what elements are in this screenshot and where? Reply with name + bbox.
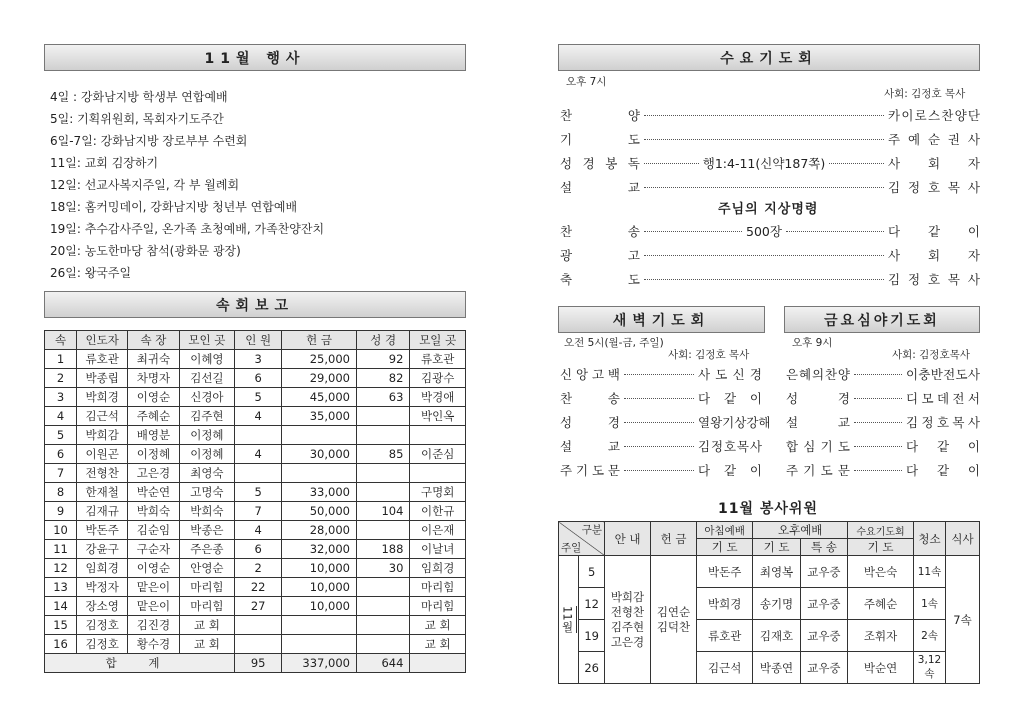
program-value: 카 이 로 스 찬 양 단 xyxy=(888,108,980,123)
table-cell: 박정자 xyxy=(77,578,128,597)
table-cell: 류호관 xyxy=(77,350,128,369)
table-cell: 박희숙 xyxy=(179,502,235,521)
leader-dots xyxy=(854,446,902,447)
program-value: 김 정 호 목 사 xyxy=(906,415,980,430)
duty-morning: 류호관 xyxy=(697,620,753,652)
program-value: 사 회 자 xyxy=(888,156,980,171)
table-cell: 배영분 xyxy=(128,426,179,445)
table-cell: 김재규 xyxy=(77,502,128,521)
program-label: 광 고 xyxy=(560,248,640,263)
event-item: 6일-7일: 강화남지방 장로부부 수련회 xyxy=(50,134,248,148)
program-value: 다 같 이 xyxy=(906,463,980,478)
table-cell: 강윤구 xyxy=(77,540,128,559)
report-col-header: 성 경 xyxy=(356,331,409,350)
program-label: 합 심 기 도 xyxy=(786,439,850,454)
table-cell: 주혜순 xyxy=(128,407,179,426)
table-cell: 교 회 xyxy=(410,635,466,654)
table-cell: 김선길 xyxy=(179,369,235,388)
event-item: 19일: 추수감사주일, 온가족 초청예배, 가족찬양잔치 xyxy=(50,222,325,236)
duty-table xyxy=(558,521,980,684)
duty-meal: 7속 xyxy=(946,556,980,684)
total-bible: 644 xyxy=(356,654,409,673)
table-cell: 이영순 xyxy=(128,388,179,407)
table-cell: 10,000 xyxy=(282,597,357,616)
program-row xyxy=(560,413,771,431)
program-label: 찬 송 xyxy=(560,391,620,406)
table-cell: 4 xyxy=(45,407,77,426)
table-cell: 33,000 xyxy=(282,483,357,502)
dawn-title: 새벽기도회 xyxy=(558,306,765,333)
table-cell: 이정혜 xyxy=(128,445,179,464)
table-cell: 맡은이 xyxy=(128,578,179,597)
leader-dots xyxy=(854,422,902,423)
leader-dots xyxy=(854,374,902,375)
duty-title: 11월 봉사위원 xyxy=(718,501,818,517)
table-cell xyxy=(282,464,357,483)
event-item: 5일: 기획위원회, 목회자기도주간 xyxy=(50,112,224,126)
table-cell: 5 xyxy=(235,388,282,407)
table-cell: 4 xyxy=(235,407,282,426)
program-label: 설 교 xyxy=(786,415,850,430)
leader-dots xyxy=(624,446,694,447)
program-row xyxy=(786,461,980,479)
table-cell xyxy=(235,426,282,445)
table-cell: 고은경 xyxy=(128,464,179,483)
table-cell: 12 xyxy=(45,559,77,578)
program-row xyxy=(560,246,980,264)
table-cell xyxy=(356,407,409,426)
leader-dots xyxy=(829,163,884,164)
table-cell: 2 xyxy=(45,369,77,388)
leader-dots xyxy=(624,374,694,375)
report-col-header: 속 xyxy=(45,331,77,350)
table-cell xyxy=(235,464,282,483)
duty-aft-special-header: 특 송 xyxy=(800,539,847,556)
program-label: 찬 양 xyxy=(560,108,640,123)
table-row xyxy=(45,616,466,635)
table-cell: 이날녀 xyxy=(410,540,466,559)
report-col-header: 속 장 xyxy=(128,331,179,350)
program-row xyxy=(560,222,980,240)
table-cell: 한재철 xyxy=(77,483,128,502)
table-row xyxy=(45,483,466,502)
duty-aft-special: 교우중 xyxy=(800,620,847,652)
table-cell: 29,000 xyxy=(282,369,357,388)
program-row xyxy=(786,365,980,383)
program-value: 사 도 신 경 xyxy=(698,367,762,382)
total-row xyxy=(45,654,466,673)
duty-guide: 박희감 전형찬 김주현 고은경 xyxy=(605,556,651,684)
leader-dots xyxy=(624,422,694,423)
program-value: 다 같 이 xyxy=(698,391,762,406)
program-row xyxy=(560,154,980,172)
program-label: 신 앙 고 백 xyxy=(560,367,620,382)
program-value: 김 정 호 목 사 xyxy=(888,180,980,195)
table-cell: 김진경 xyxy=(128,616,179,635)
table-cell: 박희감 xyxy=(77,426,128,445)
program-detail: 500장 xyxy=(746,224,782,239)
program-row xyxy=(560,389,762,407)
report-col-header: 인 원 xyxy=(235,331,282,350)
leader-dots xyxy=(854,470,902,471)
duty-wed: 박은숙 xyxy=(848,556,914,588)
table-cell: 1 xyxy=(45,350,77,369)
table-cell: 27 xyxy=(235,597,282,616)
duty-aft-prayer: 김재호 xyxy=(753,620,800,652)
leader-dots xyxy=(644,255,884,256)
table-cell: 6 xyxy=(45,445,77,464)
table-cell: 92 xyxy=(356,350,409,369)
table-cell: 50,000 xyxy=(282,502,357,521)
table-cell: 박종립 xyxy=(77,369,128,388)
program-value: 디 모 데 전 서 xyxy=(906,391,980,406)
program-row xyxy=(560,178,980,196)
duty-morning: 김근석 xyxy=(697,652,753,684)
program-value: 다 같 이 xyxy=(906,439,980,454)
leader-dots xyxy=(786,231,884,232)
friday-title: 금요심야기도회 xyxy=(784,306,980,333)
table-cell: 13 xyxy=(45,578,77,597)
program-value: 사 회 자 xyxy=(888,248,980,263)
report-col-header: 모일 곳 xyxy=(410,331,466,350)
table-cell: 4 xyxy=(235,521,282,540)
table-cell: 14 xyxy=(45,597,77,616)
table-cell: 10 xyxy=(45,521,77,540)
table-cell: 김정호 xyxy=(77,616,128,635)
table-cell: 2 xyxy=(235,559,282,578)
table-row xyxy=(45,502,466,521)
table-cell: 김근석 xyxy=(77,407,128,426)
table-cell: 28,000 xyxy=(282,521,357,540)
program-value: 다 같 이 xyxy=(698,463,762,478)
event-item: 18일: 홈커밍데이, 강화남지방 청년부 연합예배 xyxy=(50,200,298,214)
table-cell xyxy=(356,578,409,597)
program-value: 김 정 호 목 사 xyxy=(698,439,762,454)
table-cell: 8 xyxy=(45,483,77,502)
program-row xyxy=(560,270,980,288)
table-cell: 3 xyxy=(235,350,282,369)
table-cell: 9 xyxy=(45,502,77,521)
total-offering: 337,000 xyxy=(282,654,357,673)
duty-month xyxy=(559,556,579,684)
table-cell: 104 xyxy=(356,502,409,521)
table-cell xyxy=(282,616,357,635)
table-cell: 85 xyxy=(356,445,409,464)
leader-dots xyxy=(644,279,884,280)
table-cell xyxy=(356,616,409,635)
duty-juil-label: 주일 xyxy=(561,542,582,554)
table-cell: 박인옥 xyxy=(410,407,466,426)
program-row xyxy=(786,437,980,455)
table-cell: 10,000 xyxy=(282,559,357,578)
event-item: 4일 : 강화남지방 학생부 연합예배 xyxy=(50,90,228,104)
duty-clean: 2속 xyxy=(914,620,946,652)
program-label: 주 기 도 문 xyxy=(786,463,850,478)
duty-wed: 조휘자 xyxy=(848,620,914,652)
table-cell: 맡은이 xyxy=(128,597,179,616)
table-cell: 3 xyxy=(45,388,77,407)
table-cell xyxy=(356,521,409,540)
report-col-header: 인도자 xyxy=(77,331,128,350)
program-row xyxy=(560,365,762,383)
event-item: 20일: 농도한마당 참석(광화문 광장) xyxy=(50,244,241,258)
table-cell: 마리힘 xyxy=(179,597,235,616)
duty-wed-header: 수요기도회 xyxy=(848,522,914,539)
duty-aft-prayer-header: 기 도 xyxy=(753,539,800,556)
table-cell: 7 xyxy=(45,464,77,483)
table-cell xyxy=(282,426,357,445)
report-col-header: 모인 곳 xyxy=(179,331,235,350)
duty-aft-special: 교우중 xyxy=(800,588,847,620)
table-cell: 임희경 xyxy=(77,559,128,578)
table-cell: 마리힘 xyxy=(410,597,466,616)
table-cell: 35,000 xyxy=(282,407,357,426)
table-cell: 구명회 xyxy=(410,483,466,502)
duty-offering: 김연순 김덕찬 xyxy=(651,556,697,684)
program-row xyxy=(786,389,980,407)
table-cell: 22 xyxy=(235,578,282,597)
duty-corner xyxy=(559,522,605,556)
report-header-row xyxy=(45,331,466,350)
program-label: 찬 송 xyxy=(560,224,640,239)
duty-aft-prayer: 박종연 xyxy=(753,652,800,684)
total-blank xyxy=(410,654,466,673)
table-cell: 김주현 xyxy=(179,407,235,426)
duty-clean-header: 청소 xyxy=(914,522,946,556)
table-cell: 박돈주 xyxy=(77,521,128,540)
table-cell: 이정혜 xyxy=(179,426,235,445)
friday-host: 사회: 김정호목사 xyxy=(892,349,970,361)
duty-wed: 박순연 xyxy=(848,652,914,684)
leader-dots xyxy=(644,163,699,164)
table-cell: 김광수 xyxy=(410,369,466,388)
table-cell: 30,000 xyxy=(282,445,357,464)
table-cell: 5 xyxy=(45,426,77,445)
program-label: 성 경 xyxy=(786,391,850,406)
leader-dots xyxy=(644,139,884,140)
report-title: 속회보고 xyxy=(44,291,466,318)
table-cell xyxy=(410,464,466,483)
program-row xyxy=(560,106,980,124)
table-row xyxy=(45,559,466,578)
program-label: 설 교 xyxy=(560,180,640,195)
table-cell: 신경아 xyxy=(179,388,235,407)
table-cell: 이영순 xyxy=(128,559,179,578)
program-value: 주 예 순 권 사 xyxy=(888,132,980,147)
duty-meal-header: 식사 xyxy=(946,522,980,556)
table-row xyxy=(45,578,466,597)
leader-dots xyxy=(624,398,694,399)
program-value: 이 충 반 전 도 사 xyxy=(906,367,980,382)
duty-clean: 11속 xyxy=(914,556,946,588)
table-row xyxy=(45,445,466,464)
table-cell: 김정호 xyxy=(77,635,128,654)
leader-dots xyxy=(644,231,742,232)
report-table xyxy=(44,330,466,673)
table-cell: 63 xyxy=(356,388,409,407)
table-cell: 구순자 xyxy=(128,540,179,559)
table-row xyxy=(45,464,466,483)
table-cell: 10,000 xyxy=(282,578,357,597)
table-cell: 임희경 xyxy=(410,559,466,578)
table-cell: 7 xyxy=(235,502,282,521)
leader-dots xyxy=(644,187,884,188)
duty-morning-header: 아침예배 xyxy=(697,522,753,539)
table-cell: 82 xyxy=(356,369,409,388)
total-label: 합 계 xyxy=(45,654,235,673)
table-cell xyxy=(235,616,282,635)
program-value: 다 같 이 xyxy=(888,224,980,239)
table-cell: 박경애 xyxy=(410,388,466,407)
table-cell: 이준심 xyxy=(410,445,466,464)
table-cell: 6 xyxy=(235,540,282,559)
wednesday-title: 수요기도회 xyxy=(558,44,980,71)
table-cell: 16 xyxy=(45,635,77,654)
program-label: 은 혜 의 찬 양 xyxy=(786,367,850,382)
dawn-time: 오전 5시(월-금, 주일) xyxy=(564,337,664,349)
wednesday-host: 사회: 김정호 목사 xyxy=(884,88,966,100)
duty-row xyxy=(559,556,980,588)
table-row xyxy=(45,597,466,616)
duty-month-label: 11월 xyxy=(559,606,577,632)
table-row xyxy=(45,540,466,559)
duty-morning: 박돈주 xyxy=(697,556,753,588)
table-row xyxy=(45,521,466,540)
program-label: 성 경 xyxy=(560,415,620,430)
table-cell xyxy=(356,483,409,502)
table-cell: 교 회 xyxy=(179,635,235,654)
duty-gubun-label: 구분 xyxy=(581,524,602,536)
event-item: 11일: 교회 김장하기 xyxy=(50,156,159,170)
program-value: 김 정 호 목 사 xyxy=(888,272,980,287)
table-cell: 마리힘 xyxy=(179,578,235,597)
program-row xyxy=(560,437,762,455)
table-cell xyxy=(282,635,357,654)
table-cell: 이원곤 xyxy=(77,445,128,464)
duty-wed-prayer-header: 기 도 xyxy=(848,539,914,556)
duty-afternoon-header: 오후예배 xyxy=(753,522,848,539)
duty-morning: 박희경 xyxy=(697,588,753,620)
table-row xyxy=(45,426,466,445)
table-cell: 30 xyxy=(356,559,409,578)
duty-aft-special: 교우중 xyxy=(800,556,847,588)
table-cell xyxy=(356,597,409,616)
table-cell: 박순연 xyxy=(128,483,179,502)
sermon-title: 주님의 지상명령 xyxy=(718,202,819,217)
table-row xyxy=(45,350,466,369)
duty-clean: 3,12속 xyxy=(914,652,946,684)
program-label: 기 도 xyxy=(560,132,640,147)
table-row xyxy=(45,388,466,407)
table-cell: 4 xyxy=(235,445,282,464)
table-cell: 45,000 xyxy=(282,388,357,407)
duty-wed: 주혜순 xyxy=(848,588,914,620)
table-cell: 최귀숙 xyxy=(128,350,179,369)
program-row xyxy=(786,413,980,431)
leader-dots xyxy=(624,470,694,471)
duty-aft-prayer: 송기명 xyxy=(753,588,800,620)
table-cell: 188 xyxy=(356,540,409,559)
duty-aft-prayer: 최영복 xyxy=(753,556,800,588)
dawn-host: 사회: 김정호 목사 xyxy=(668,349,750,361)
table-cell: 이혜영 xyxy=(179,350,235,369)
program-detail: 행1:4-11(신약187쪽) xyxy=(702,156,826,171)
table-row xyxy=(45,407,466,426)
table-cell: 5 xyxy=(235,483,282,502)
table-cell: 교 회 xyxy=(179,616,235,635)
table-cell: 교 회 xyxy=(410,616,466,635)
table-cell: 이정혜 xyxy=(179,445,235,464)
duty-day: 12 xyxy=(579,588,605,620)
program-label: 주 기 도 문 xyxy=(560,463,620,478)
table-cell: 황수경 xyxy=(128,635,179,654)
table-cell: 최영숙 xyxy=(179,464,235,483)
table-cell: 김순임 xyxy=(128,521,179,540)
program-label: 설 교 xyxy=(560,439,620,454)
table-cell: 고명숙 xyxy=(179,483,235,502)
duty-day: 5 xyxy=(579,556,605,588)
table-cell: 25,000 xyxy=(282,350,357,369)
table-cell: 안영순 xyxy=(179,559,235,578)
program-label: 성 경 봉 독 xyxy=(560,156,640,171)
table-cell: 11 xyxy=(45,540,77,559)
program-row xyxy=(560,461,762,479)
table-cell: 32,000 xyxy=(282,540,357,559)
duty-guide-header: 안 내 xyxy=(605,522,651,556)
program-row xyxy=(560,130,980,148)
table-row xyxy=(45,369,466,388)
table-cell: 장소영 xyxy=(77,597,128,616)
table-cell: 박희숙 xyxy=(128,502,179,521)
table-cell: 류호관 xyxy=(410,350,466,369)
wednesday-time: 오후 7시 xyxy=(566,76,607,88)
duty-day: 26 xyxy=(579,652,605,684)
duty-aft-special: 교우중 xyxy=(800,652,847,684)
table-cell: 이한규 xyxy=(410,502,466,521)
table-cell xyxy=(410,426,466,445)
total-people: 95 xyxy=(235,654,282,673)
program-label: 축 도 xyxy=(560,272,640,287)
table-cell xyxy=(356,426,409,445)
table-cell: 박종은 xyxy=(179,521,235,540)
event-item: 12일: 선교사복지주일, 각 부 월례회 xyxy=(50,178,240,192)
table-cell: 15 xyxy=(45,616,77,635)
table-row xyxy=(45,635,466,654)
table-cell: 이은재 xyxy=(410,521,466,540)
duty-clean: 1속 xyxy=(914,588,946,620)
duty-offering-header: 헌 금 xyxy=(651,522,697,556)
friday-time: 오후 9시 xyxy=(792,337,833,349)
table-cell xyxy=(235,635,282,654)
table-cell: 전형찬 xyxy=(77,464,128,483)
event-item: 26일: 왕국주일 xyxy=(50,266,132,280)
table-cell: 6 xyxy=(235,369,282,388)
leader-dots xyxy=(644,115,884,116)
table-cell xyxy=(356,635,409,654)
table-cell: 차명자 xyxy=(128,369,179,388)
events-title: 11월 행사 xyxy=(44,44,466,71)
table-cell: 박희경 xyxy=(77,388,128,407)
table-cell: 마리힘 xyxy=(410,578,466,597)
leader-dots xyxy=(854,398,902,399)
report-col-header: 헌 금 xyxy=(282,331,357,350)
table-cell xyxy=(356,464,409,483)
table-cell: 주은종 xyxy=(179,540,235,559)
duty-day: 19 xyxy=(579,620,605,652)
duty-morning-prayer-header: 기 도 xyxy=(697,539,753,556)
program-value: 열 왕 기 상 강 해 xyxy=(698,415,771,430)
